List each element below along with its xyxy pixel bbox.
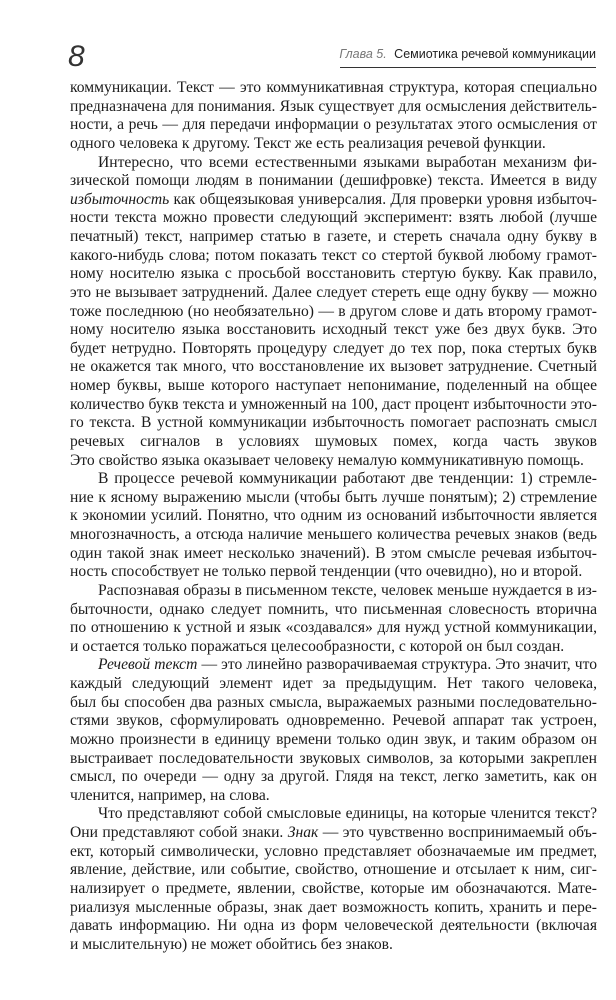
text-line: ному носителю языка восстановить исходный текст уже без двух букв. Это: [70, 321, 597, 339]
paragraph: [70, 470, 597, 582]
text-line: ному носителю языка с просьбой восстановить стертую букву. Как правило,: [70, 265, 597, 283]
text-line: явление, действие, или событие, свойство, отношение и отсылает к ним, сиг-: [70, 861, 597, 879]
text-line: Что представляют собой смысловые единицы, на которые членится текст?: [98, 805, 597, 823]
text-segment: Они представляют собой знаки.: [70, 824, 288, 841]
text-line: многозначность, а отсюда наличие меньшего количества речевых знаков (ведь: [70, 526, 597, 543]
text-line: членится, например, на слова.: [70, 786, 270, 804]
text-line: коммуникации. Текст — это коммуникативная структура, которая специально: [70, 79, 597, 96]
text-segment: как общеязыковая универсалия. Для проверки уровня избыточ-: [169, 190, 597, 208]
text-line: Распознавая образы в письменном тексте, человек меньше нуждается в из-: [98, 581, 597, 599]
text-line: ности текста можно провести следующий эксперимент: взять любой (лучше: [70, 209, 597, 227]
text-line: зической помощи людям в понимании (дешифровке) текста. Имеется в виду: [70, 172, 597, 190]
text-line: это не вызывает затруднений. Далее следует стереть еще одну букву — можно: [70, 283, 597, 301]
text-line: речевых сигналов в условиях шумовых помех, когда часть звуков: [70, 432, 597, 450]
page-number: 8: [68, 40, 85, 73]
text-line: Интересно, что всеми естественными языками выработан механизм фи-: [98, 153, 597, 171]
text-line: к экономии усилий. Понятно, что одним из оснований избыточности является: [70, 507, 597, 525]
text-line: предназначена для понимания. Язык существует для осмысления действитель-: [70, 97, 597, 115]
emphasized-term: избыточность: [70, 190, 170, 208]
text-segment: — это чувственно воспринимаемый объ-: [318, 824, 597, 841]
text-line: будет нетрудно. Повторять процедуру следует до тех пор, пока стертых букв: [70, 339, 597, 357]
text-line: [70, 656, 597, 675]
text-line: и мыслительную) не может обойтись без знаков.: [70, 935, 393, 953]
paragraph: [70, 656, 597, 805]
emphasized-term: Знак: [287, 824, 319, 841]
text-line: одного человека к другому. Текст же есть реализация речевой функции.: [70, 134, 546, 152]
paragraph: [70, 582, 597, 657]
text-line: выстраивает последовательности звуковых символов, за которыми закреплен: [70, 749, 597, 767]
text-line: ность способствует не только первой тенденции (что очевидно), но и второй.: [70, 563, 583, 581]
text-line: нализирует о предмете, явлении, свойстве, которые им обозначаются. Мате-: [70, 879, 597, 897]
header-rule: [340, 67, 596, 68]
text-line: по отношению к устной и язык «создавался» для нужд устной коммуникации,: [70, 619, 597, 637]
text-line: быточности, однако следует помнить, что письменная словесность вторична: [70, 600, 597, 618]
text-line: печатный) текст, например статью в газете, и стереть сначала одну букву в: [70, 228, 597, 245]
text-line: го текста. В устной коммуникации избыточность помогает распознать смысл: [70, 414, 597, 432]
emphasized-term: Речевой текст: [98, 656, 198, 674]
paragraph: [70, 79, 597, 154]
text-line: количество букв текста и умноженный на 100, даст процент избыточности это-: [70, 395, 597, 413]
text-line: В процессе речевой коммуникации работают две тенденции: 1) стремле-: [98, 470, 597, 488]
text-line: [70, 191, 597, 210]
text-line: стями звуков, сформулировать одновременно. Речевой аппарат так устроен,: [70, 712, 597, 730]
text-line: тоже последнюю (но необязательно) — в другом слове и дать второму грамот-: [70, 302, 597, 320]
text-line: смысл, по очереди — одну за другой. Глядя на текст, легко заметить, как он: [70, 768, 597, 786]
text-line: можно произнести в единицу времени только один звук, и таким образом он: [70, 730, 597, 748]
text-line: номер буквы, выше которого наступает непонимание, поделенный на общее: [70, 377, 597, 394]
text-line: Это свойство языка оказывает человеку немалую коммуникативную помощь.: [70, 451, 584, 469]
chapter-label: Глава 5.: [339, 47, 387, 61]
text-line: риализуя мысленные образы, знак дает возможность копить, хранить и пере-: [70, 898, 597, 916]
text-line: один такой знак имеет несколько значений). В этом смысле речевая избыточ-: [70, 544, 597, 562]
paragraph: [70, 805, 597, 954]
chapter-title: Семиотика речевой коммуникации: [394, 47, 596, 61]
text-line: какого-нибудь слова; потом показать текст со стертой буквой любому грамот-: [70, 246, 597, 264]
running-header: [339, 47, 596, 61]
text-line: [70, 824, 597, 843]
text-line: не окажется так много, что восстановление их вызовет затруднение. Счетный: [70, 358, 597, 376]
text-line: ние к ясному выражению мысли (чтобы быть лучше понятым); 2) стремление: [70, 488, 597, 506]
page-body: [70, 79, 597, 954]
text-line: и остается только поражаться целесообразности, с которой он был создан.: [70, 637, 565, 655]
text-line: ности, а речь — для передачи информации о результатах этого осмысления от: [70, 116, 597, 134]
text-line: каждый следующий элемент идет за предыдущим. Нет такого человека,: [70, 675, 597, 692]
text-line: давать информацию. Ни одна из форм человеческой деятельности (включая: [70, 917, 597, 935]
paragraph: [70, 154, 597, 471]
text-segment: — это линейно разворачиваемая структура. Это значит, что: [197, 656, 597, 674]
text-line: ект, который символически, условно представляет обозначаемые им предмет,: [70, 842, 597, 860]
text-line: был бы способен два разных смысла, выражаемых разными последовательно-: [70, 693, 597, 711]
